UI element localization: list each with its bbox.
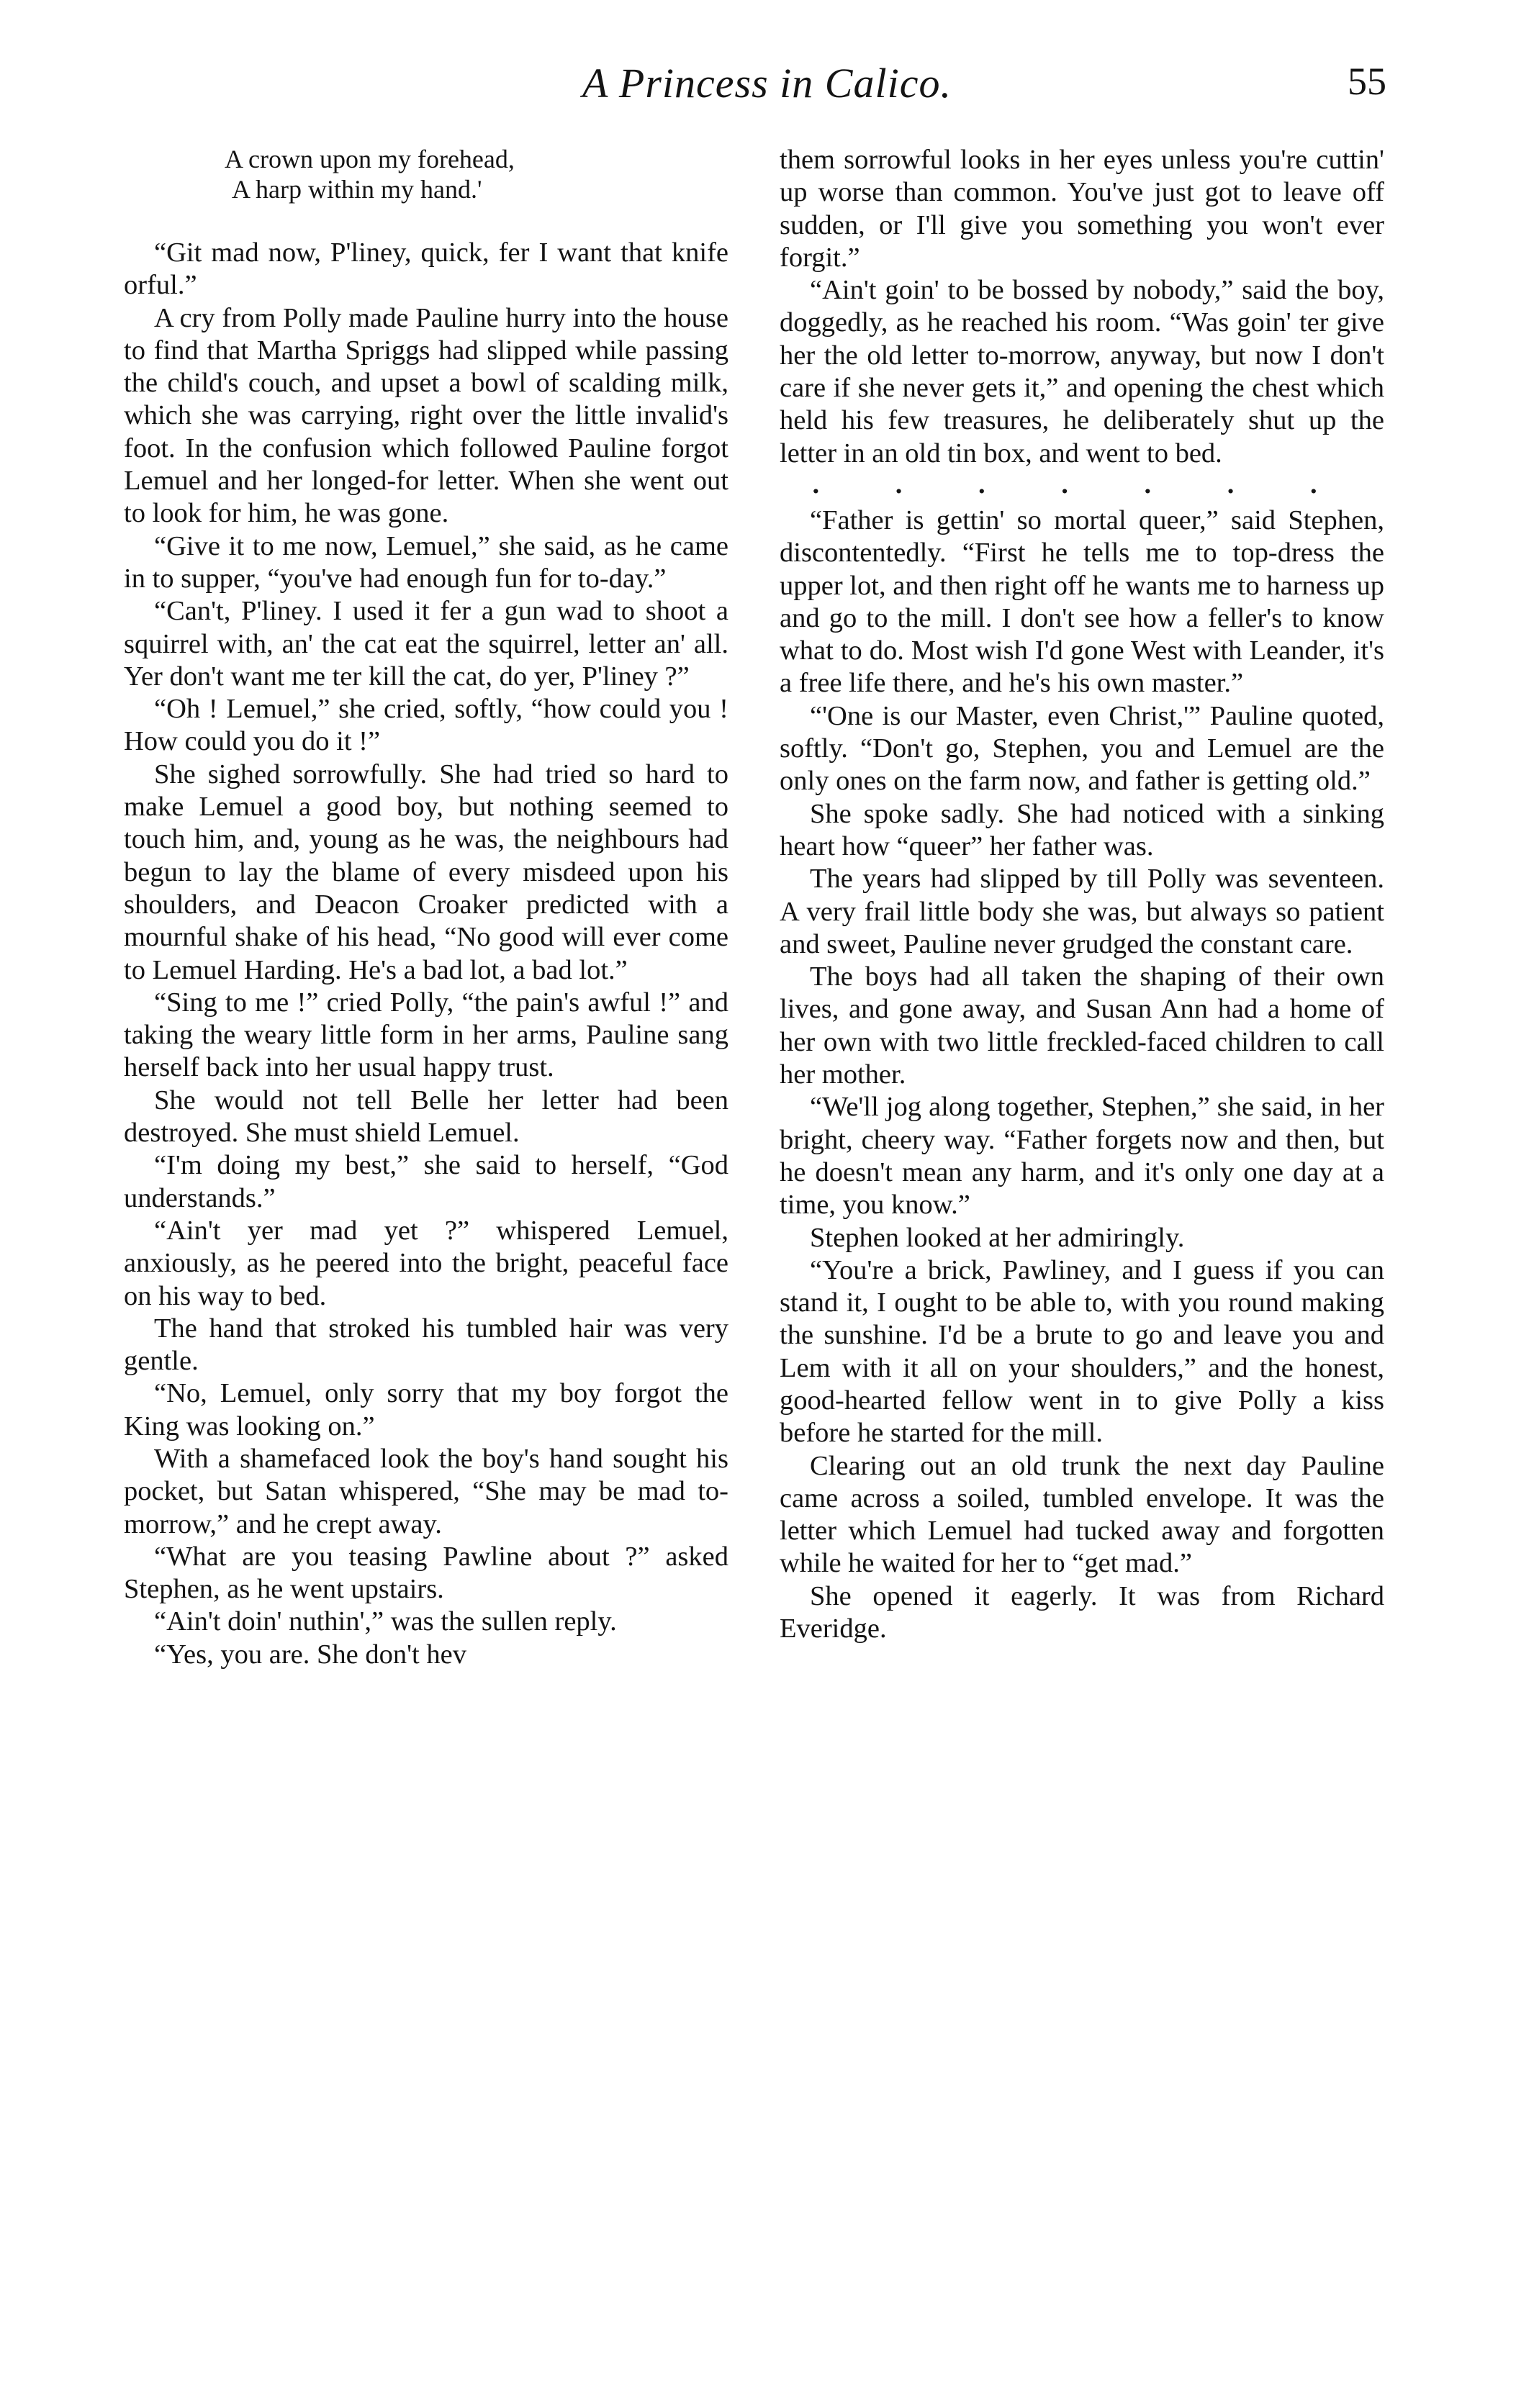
running-title: A Princess in Calico. xyxy=(582,60,952,107)
verse-quote xyxy=(225,144,728,204)
paragraph: “'One is our Master, even Christ,'” Pauline quoted, softly. “Don't go, Stephen, you and Lemuel are the only ones on the farm now, and father is getting old.” xyxy=(780,700,1384,797)
verse-line: A crown upon my forehead, xyxy=(225,145,515,173)
paragraph: “No, Lemuel, only sorry that my boy forgot the King was looking on.” xyxy=(124,1378,728,1441)
paragraph: The years had slipped by till Polly was seventeen. A very frail little body she was, but always so patient and sweet, Pauline never grudged the constant care. xyxy=(780,864,1384,959)
paragraph: Clearing out an old trunk the next day Pauline came across a soiled, tumbled envelope. It was the letter which Lemuel had tucked away and forgotten while he waited for her to “get mad.” xyxy=(780,1450,1384,1579)
verse-line: A harp within my hand.' xyxy=(232,175,482,204)
paragraph: “Ain't goin' to be bossed by nobody,” said the boy, doggedly, as he reached his room. “Was goin' ter give her the old letter to-morrow, anyway, but now I don't care if she never gets it,” and opening the chest which held his few treasures, he deliberately shut up the letter in an old tin box, and went to bed. xyxy=(780,275,1384,469)
paragraph: “We'll jog along together, Stephen,” she said, in her bright, cheery way. “Father forgets now and then, but he doesn't mean any harm, and it's only one day at a time, you know.” xyxy=(780,1092,1384,1221)
page-number: 55 xyxy=(1348,60,1386,103)
paragraph: “Father is gettin' so mortal queer,” said Stephen, discontentedly. “First he tells me to top-dress the upper lot, and then right off he wants me to harness up and go to the mill. I don't see how a feller's to know what to do. Most wish I'd gone West with Leander, it's a free life there, and he's his own master.” xyxy=(780,504,1384,699)
paragraph: “Sing to me !” cried Polly, “the pain's awful !” and taking the weary little form in her arms, Pauline sang herself back into her usual happy trust. xyxy=(124,987,728,1083)
paragraph: The hand that stroked his tumbled hair was very gentle. xyxy=(124,1313,728,1377)
paragraph: “Can't, P'liney. I used it fer a gun wad to shoot a squirrel with, an' the cat eat the squirrel, letter an' all. Yer don't want me ter kill the cat, do yer, P'liney ?” xyxy=(124,596,728,692)
left-column xyxy=(124,144,728,1671)
paragraph: “Ain't doin' nuthin',” was the sullen reply. xyxy=(154,1606,617,1637)
paragraph: “You're a brick, Pawliney, and I guess if you can stand it, I ought to be able to, with you round making the sunshine. I'd be a brute to go and leave you and Lem with it all on your shoulders,” and the honest, good-hearted fellow went in to give Polly a kiss before he started for the mill. xyxy=(780,1254,1384,1449)
paragraph: She spoke sadly. She had noticed with a sinking heart how “queer” her father was. xyxy=(780,798,1384,861)
paragraph: them sorrowful looks in her eyes unless you're cuttin' up worse than common. You've just got to leave off sudden, or I'll give you something you won't ever forgit.” xyxy=(780,145,1384,273)
paragraph: A cry from Polly made Pauline hurry into the house to find that Martha Spriggs had slipped while passing the child's couch, and upset a bowl of scalding milk, which she was carrying, right over the little invalid's foot. In the confusion which followed Pauline forgot Lemuel and her longed-for letter. When she went out to look for him, he was gone. xyxy=(124,302,728,529)
paragraph: “What are you teasing Pawline about ?” asked Stephen, as he went upstairs. xyxy=(124,1541,728,1605)
paragraph: She would not tell Belle her letter had been destroyed. She must shield Lemuel. xyxy=(124,1085,728,1149)
paragraph: “Yes, you are. She don't hev xyxy=(154,1639,466,1670)
right-column xyxy=(780,144,1384,1645)
running-head xyxy=(0,59,1534,117)
paragraph: “I'm doing my best,” she said to herself, “God understands.” xyxy=(124,1150,728,1213)
section-break: . . . . . . . xyxy=(812,469,1352,499)
paragraph: “Give it to me now, Lemuel,” she said, as he came in to supper, “you've had enough fun for to-day.” xyxy=(124,530,728,594)
paragraph: With a shamefaced look the boy's hand sought his pocket, but Satan whispered, “She may be mad to-morrow,” and he crept away. xyxy=(124,1443,728,1539)
paragraph: She sighed sorrowfully. She had tried so hard to make Lemuel a good boy, but nothing seemed to touch him, and, young as he was, the neighbours had begun to lay the blame of every misdeed upon his shoulders, and Deacon Croaker predicted with a mournful shake of his head, “No good will ever come to Lemuel Harding. He's a bad lot, a bad lot.” xyxy=(124,759,728,985)
paragraph: The boys had all taken the shaping of their own lives, and gone away, and Susan Ann had a home of her own with two little freckled-faced children to call her mother. xyxy=(780,961,1384,1090)
paragraph: “Ain't yer mad yet ?” whispered Lemuel, anxiously, as he peered into the bright, peaceful face on his way to bed. xyxy=(124,1215,728,1311)
paragraph: “Git mad now, P'liney, quick, fer I want that knife orful.” xyxy=(124,237,728,301)
paragraph: She opened it eagerly. It was from Richard Everidge. xyxy=(780,1580,1384,1644)
paragraph: Stephen looked at her admiringly. xyxy=(810,1222,1185,1253)
paragraph: “Oh ! Lemuel,” she cried, softly, “how could you ! How could you do it !” xyxy=(124,694,728,757)
